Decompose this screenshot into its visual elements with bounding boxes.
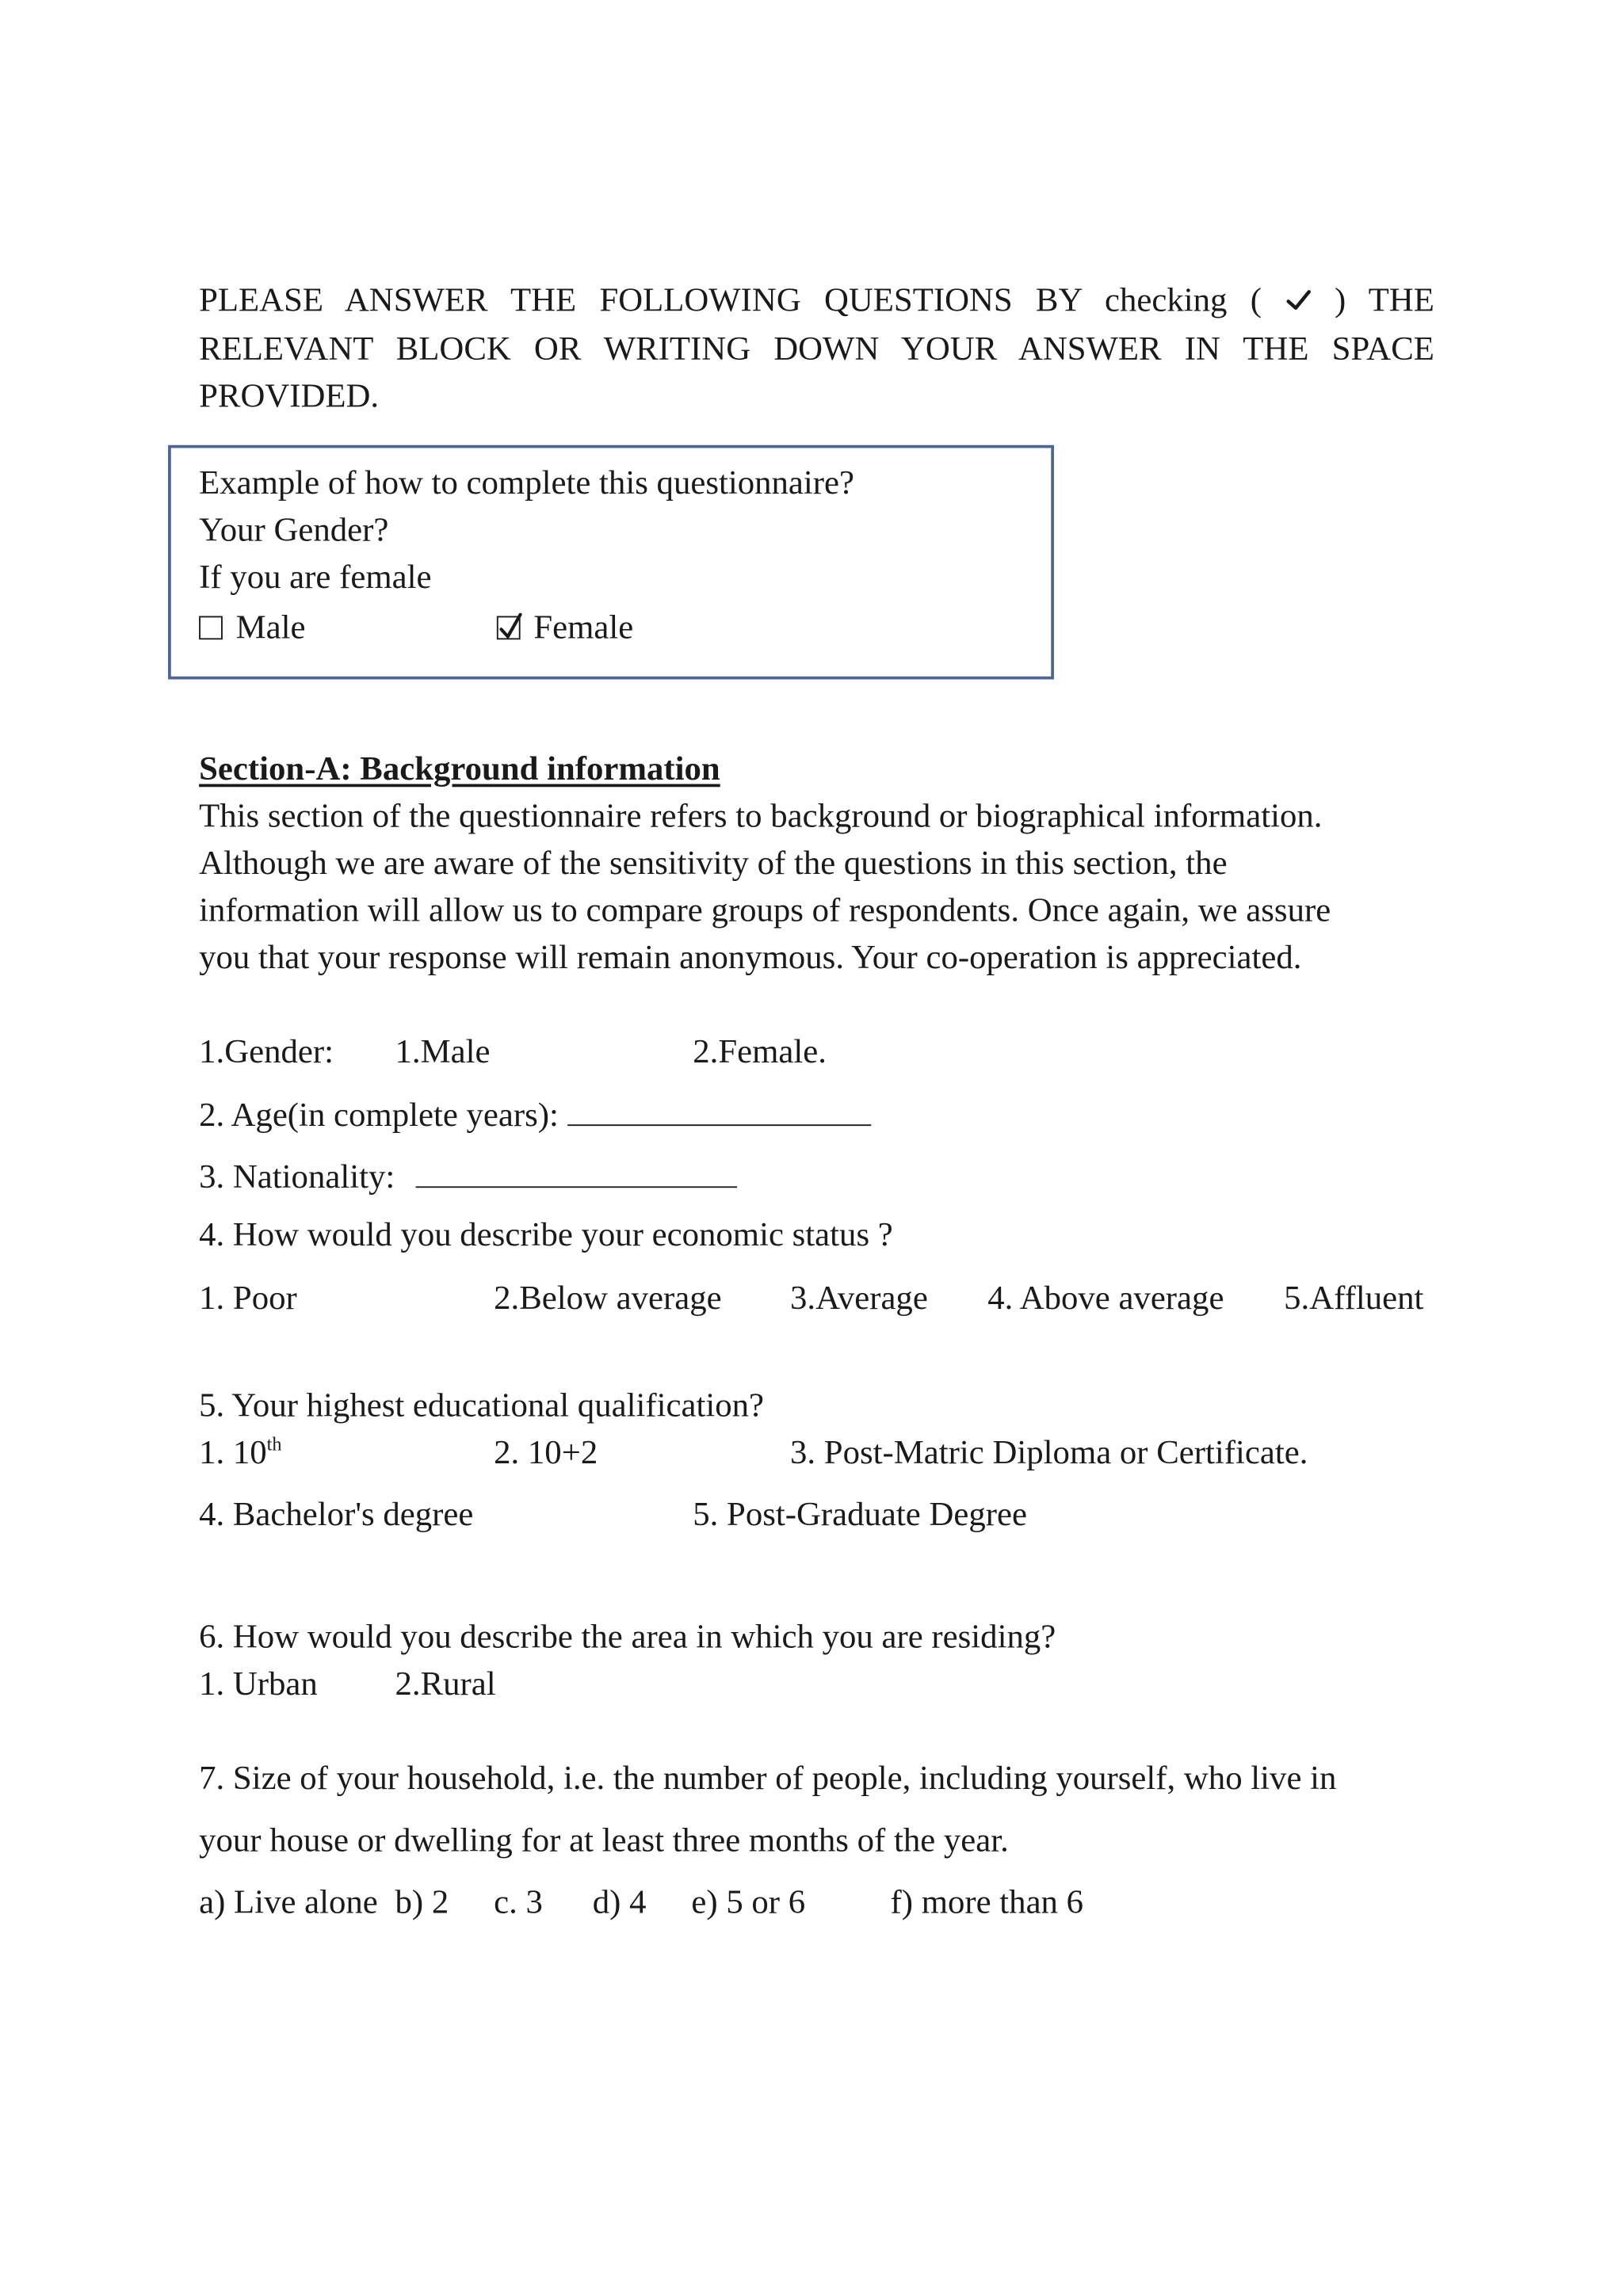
- q5-option-postgraduate[interactable]: 5. Post-Graduate Degree: [693, 1496, 1027, 1533]
- section-a-intro-line: information will allow us to compare groups of respondents. Once again, we assure: [199, 891, 1331, 929]
- q6-label: 6. How would you describe the area in which you are residing?: [199, 1618, 1056, 1655]
- age-answer-line[interactable]: [567, 1095, 871, 1126]
- q7-option-3[interactable]: c. 3: [494, 1883, 543, 1920]
- example-title: Example of how to complete this questionnaire?: [199, 463, 855, 502]
- q4-label: 4. How would you describe your economic status ?: [199, 1215, 893, 1253]
- instructions-line-2: RELEVANT BLOCK OR WRITING DOWN YOUR ANSWER IN THE SPACE: [199, 330, 1434, 368]
- q7-option-live-alone[interactable]: a) Live alone: [199, 1883, 378, 1920]
- q4-option-above-average[interactable]: 4. Above average: [987, 1279, 1224, 1317]
- q6-option-rural[interactable]: 2.Rural: [395, 1665, 496, 1703]
- q4-option-poor[interactable]: 1. Poor: [199, 1279, 297, 1317]
- instructions-line-3: PROVIDED.: [199, 377, 380, 414]
- checkmark-icon: [1285, 279, 1311, 326]
- q4-option-below-average[interactable]: 2.Below average: [494, 1279, 722, 1317]
- section-a-intro-line: This section of the questionnaire refers to background or biographical information.: [199, 797, 1323, 834]
- instructions-line-1: [199, 277, 1434, 326]
- q4-option-average[interactable]: 3.Average: [790, 1279, 928, 1317]
- q7-label-line-1: 7. Size of your household, i.e. the number of people, including yourself, who live in: [199, 1759, 1337, 1797]
- nationality-answer-line[interactable]: [415, 1157, 737, 1188]
- checked-checkbox-icon: [497, 616, 521, 640]
- q3-label: [199, 1157, 736, 1194]
- q1-option-male[interactable]: 1.Male: [395, 1032, 491, 1070]
- q5-option-10-plus-2[interactable]: 2. 10+2: [494, 1433, 598, 1471]
- example-option-female-label: Female: [533, 608, 634, 646]
- instructions: [199, 277, 1434, 420]
- q1-label: 1.Gender:: [199, 1032, 334, 1070]
- empty-checkbox-icon: [199, 616, 223, 640]
- example-condition: If you are female: [199, 558, 432, 596]
- q7-label-line-2: your house or dwelling for at least three months of the year.: [199, 1821, 1009, 1859]
- q3-label-text: 3. Nationality:: [199, 1158, 395, 1196]
- q5-option-diploma[interactable]: 3. Post-Matric Diploma or Certificate.: [790, 1433, 1308, 1471]
- example-question: Your Gender?: [199, 511, 389, 548]
- example-option-female: [497, 610, 633, 644]
- example-option-male: [199, 610, 305, 644]
- example-option-male-label: Male: [235, 608, 306, 646]
- q6-option-urban[interactable]: 1. Urban: [199, 1665, 318, 1703]
- q1-option-female[interactable]: 2.Female.: [693, 1032, 827, 1070]
- q4-option-affluent[interactable]: 5.Affluent: [1284, 1279, 1424, 1317]
- q5-option-10th-sup: th: [266, 1432, 282, 1455]
- q5-option-10th[interactable]: [199, 1432, 282, 1471]
- q5-option-10th-text: 1. 10: [199, 1433, 267, 1471]
- section-a-intro: [199, 793, 1437, 982]
- q5-label: 5. Your highest educational qualification?: [199, 1386, 765, 1424]
- section-a-intro-line: you that your response will remain anonymous. Your co-operation is appreciated.: [199, 938, 1302, 976]
- section-a-heading: Section-A: Background information: [199, 749, 720, 788]
- q2-label: [199, 1095, 871, 1132]
- instructions-line-1-post: ) THE: [1334, 281, 1434, 318]
- q7-option-5-or-6[interactable]: e) 5 or 6: [691, 1883, 806, 1920]
- section-a-intro-line: Although we are aware of the sensitivity of the questions in this section, the: [199, 844, 1228, 882]
- instructions-line-1-pre: PLEASE ANSWER THE FOLLOWING QUESTIONS BY checking (: [199, 281, 1262, 318]
- q5-option-bachelors[interactable]: 4. Bachelor's degree: [199, 1496, 474, 1533]
- q2-label-text: 2. Age(in complete years):: [199, 1096, 559, 1134]
- q7-option-4[interactable]: d) 4: [592, 1883, 647, 1920]
- q7-option-2[interactable]: b) 2: [395, 1883, 449, 1920]
- q7-option-more-than-6[interactable]: f) more than 6: [890, 1883, 1084, 1920]
